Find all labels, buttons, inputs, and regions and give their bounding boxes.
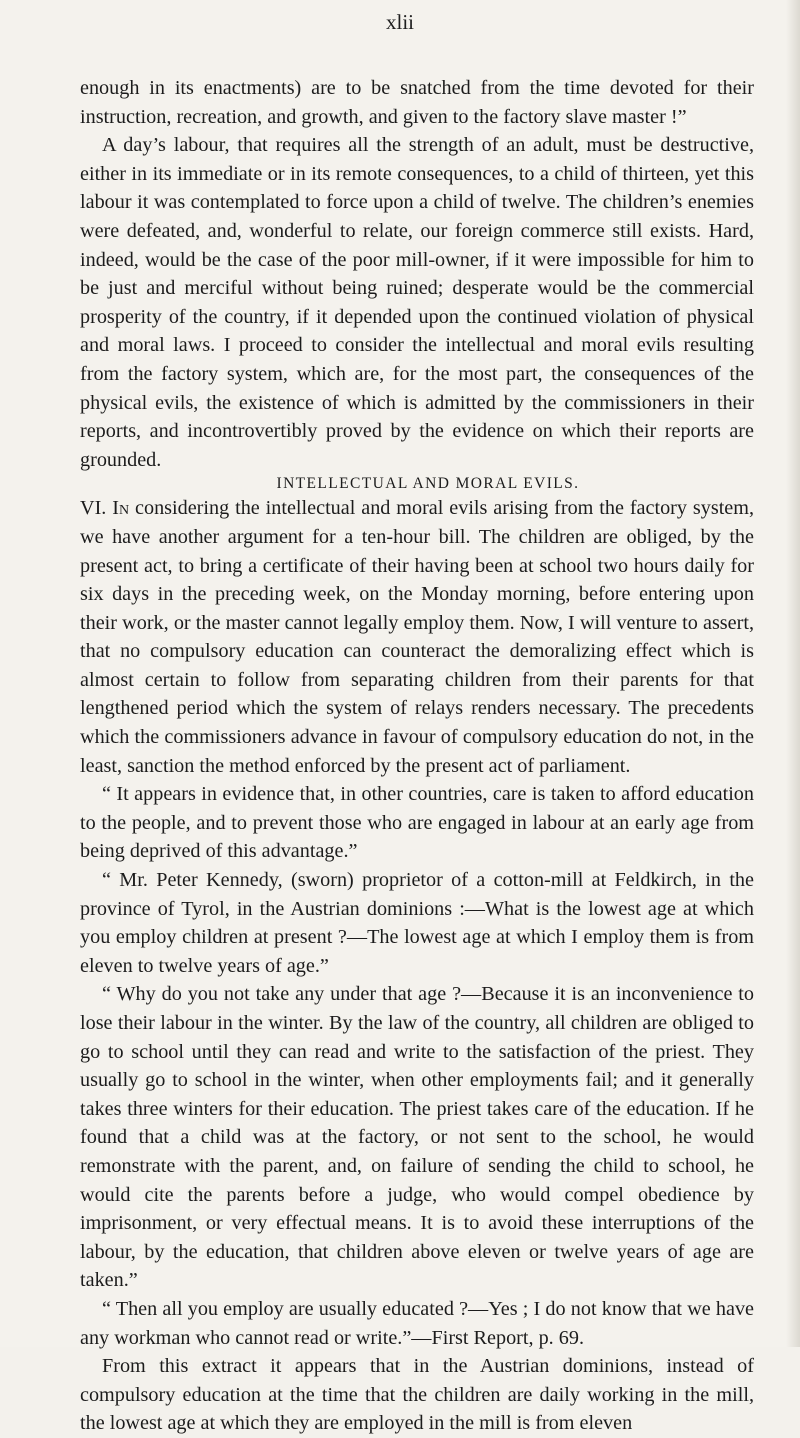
paragraph-quote-winter: “ Why do you not take any under that age ?—Because it is an inconvenience to lose their labour in the winter. By the law of the country, all children are obliged to go to school until they can read and write to the satisfaction of the priest. They usually go to school in the winter, when other employments fail; and it generally takes three winters for their education. The priest takes care of the education. If he found that a child was at the factory, or not sent to the school, he would remonstrate with the parent, and, on failure of sending the child to school, he would cite the parents before a judge, who would compel obedience by imprisonment, or very effectual means. It is to avoid these interruptions of the labour, by the education, that children above eleven or twelve years of age are taken.” xyxy=(80,983,754,1292)
paragraph-quote-educated: “ Then all you employ are usually educated ?—Yes ; I do not know that we have any workman who cannot read or write.”—First Report, p. 69. xyxy=(80,1297,754,1349)
paragraph-quote-evidence: “ It appears in evidence that, in other countries, care is taken to afford education to the people, and to prevent those who are engaged in labour at an early age from being deprived of this advantage.” xyxy=(80,783,754,863)
paragraph-day-labour: A day’s labour, that requires all the strength of an adult, must be destructive, either in its immediate or in its remote consequences, to a child of thirteen, yet this labour it was contemplated to force upon a child of twelve. The children’s enemies were defeated, and, wonderful to relate, our foreign commerce still exists. Hard, indeed, would be the case of the poor mill-owner, if it were impossible for him to be just and merciful without being ruined; desperate would be the commercial prosperity of the country, if it depended upon the continued violation of physical and moral laws. I proceed to consider the intellectual and moral evils resulting from the factory system, which are, for the most part, the consequences of the physical evils, the existence of which is admitted by the commissioners in their reports, and incontrovertibly proved by the evidence on which their reports are grounded. xyxy=(80,134,754,471)
section-numeral: VI. xyxy=(80,497,107,520)
paragraph-section-vi xyxy=(80,494,754,780)
page-number: xlii xyxy=(385,10,414,34)
paragraph-austrian-extract: From this extract it appears that in the Austrian dominions, instead of compulsory education at the time that the children are daily working in the mill, the lowest age at which they are employed in the mill is from eleven xyxy=(80,1355,754,1435)
paragraph-continuation: enough in its enactments) are to be snatched from the time devoted for their instruction, recreation, and growth, and given to the factory slave master !” xyxy=(80,77,754,128)
section-vi-text: considering the intellectual and moral evils arising from the factory system, we have another argument for a ten-hour bill. The children are obliged, by the present act, to bring a certificate of their having been at school two hours daily for six days in the preceding week, on the Monday morning, before entering upon their work, or the master cannot legally employ them. Now, I will venture to assert, that no compulsory education can counteract the demoralizing effect which is almost certain to follow from separating children from their parents for that lengthened period which the system of relays renders necessary. The precedents which the commissioners advance in favour of compulsory education do not, in the least, sanction the method enforced by the present act of parliament. xyxy=(80,497,755,777)
body-text xyxy=(80,74,754,1438)
section-heading: INTELLECTUAL AND MORAL EVILS. xyxy=(276,475,580,493)
paragraph-quote-kennedy: “ Mr. Peter Kennedy, (sworn) proprietor of a cotton-mill at Feldkirch, in the province of Tyrol, in the Austrian dominions :—What is the lowest age at which you employ children at present ?—The lowest age at which I employ them is from eleven to twelve years of age.” xyxy=(80,869,754,977)
section-lead-word: In xyxy=(112,497,130,520)
page-edge-shadow xyxy=(786,0,800,1347)
